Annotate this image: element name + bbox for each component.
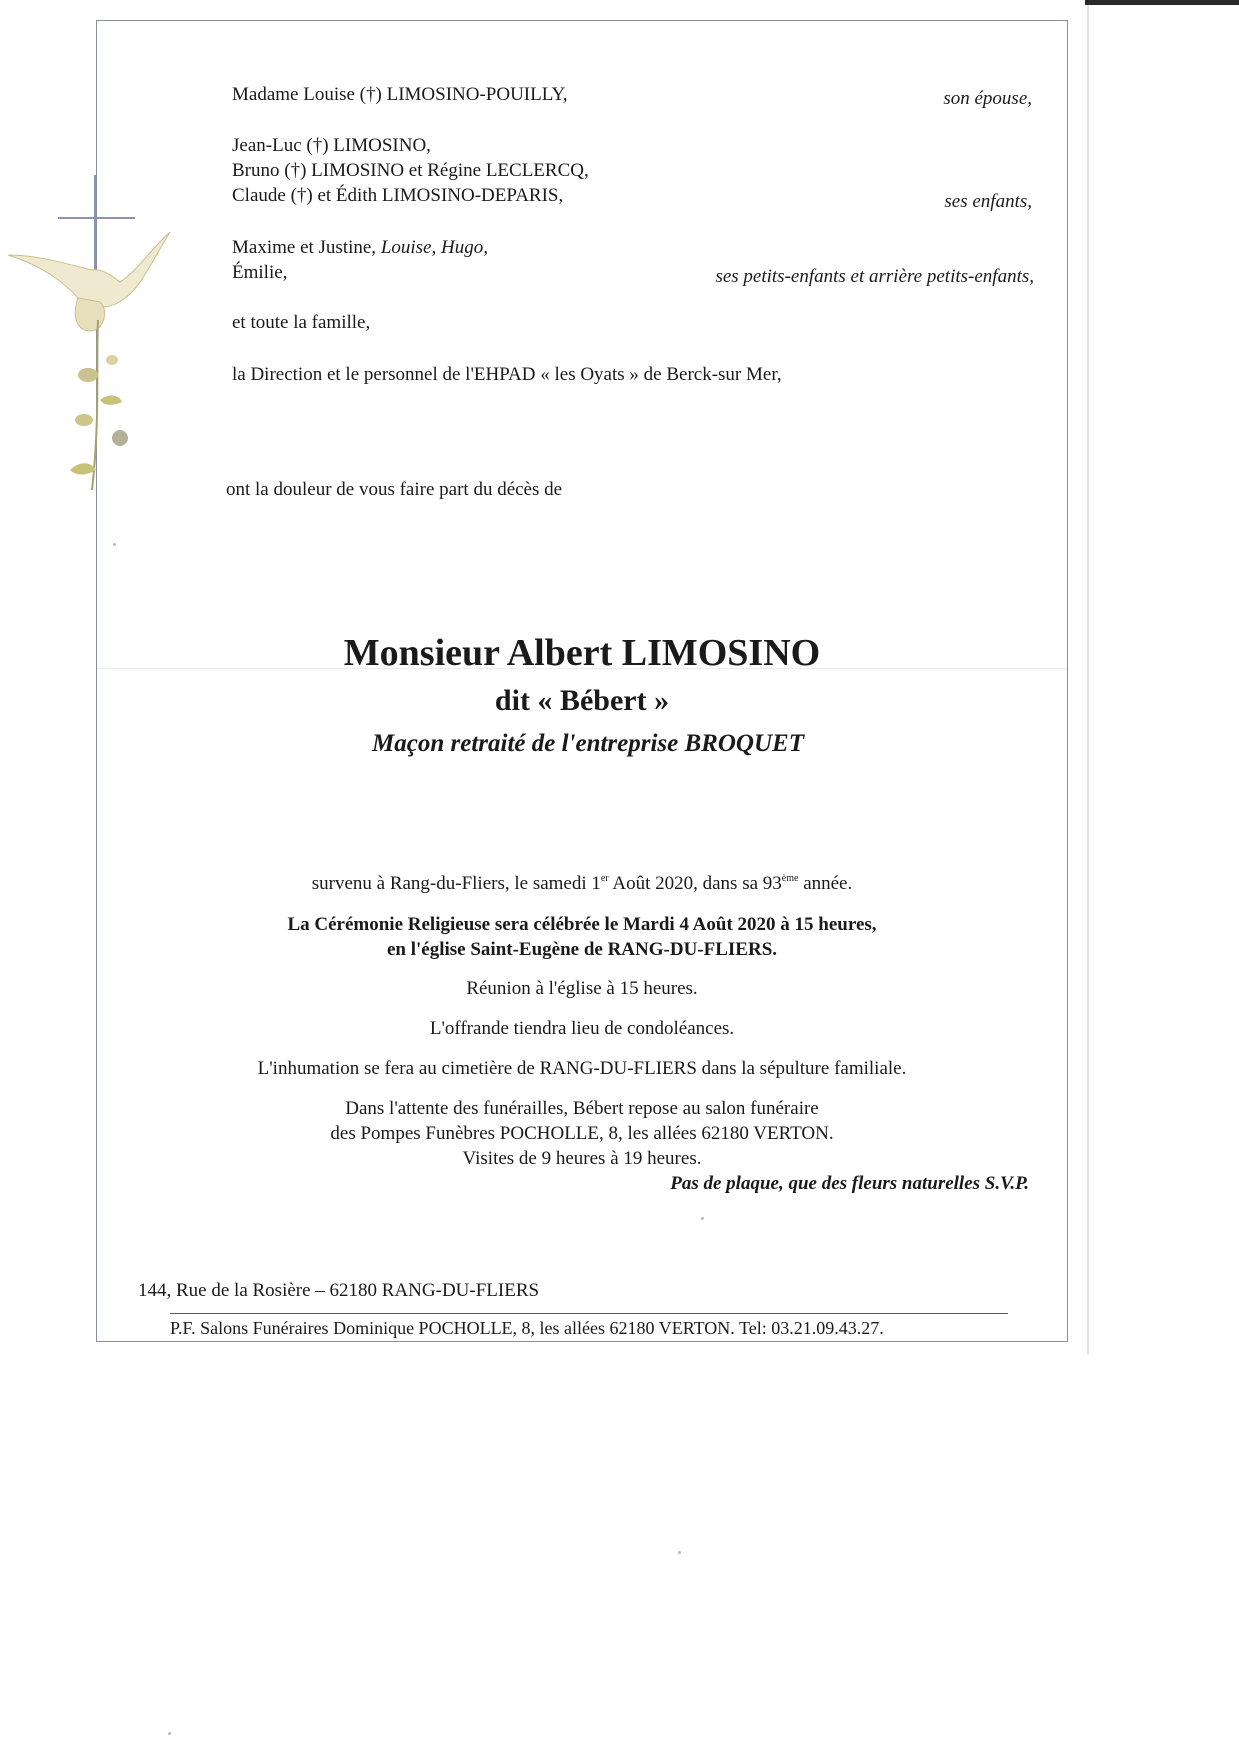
deceased-occupation: Maçon retraité de l'entreprise BROQUET [372, 730, 804, 757]
ceremony-line-1: La Cérémonie Religieuse sera célébrée le Mardi 4 Août 2020 à 15 heures, [287, 914, 877, 935]
wife-name: Madame Louise (†) LIMOSINO-POUILLY, [232, 84, 568, 105]
wife-role: son épouse, [943, 88, 1032, 109]
grandchildren-line-2: Émilie, [232, 262, 288, 283]
offering-line: L'offrande tiendra lieu de condoléances. [429, 1018, 735, 1039]
rest-place-line-1: Dans l'attente des funérailles, Bébert repose au salon funéraire [345, 1098, 819, 1119]
scan-edge [1087, 0, 1089, 1355]
scan-speck [168, 1732, 171, 1735]
family-rest: et toute la famille, [232, 312, 371, 333]
scan-bar [1085, 0, 1239, 5]
child-line-1: Jean-Luc (†) LIMOSINO, [232, 135, 431, 156]
child-line-2: Bruno (†) LIMOSINO et Régine LECLERCQ, [232, 160, 589, 181]
scan-speck [113, 543, 116, 546]
ehpad-line: la Direction et le personnel de l'EHPAD « les Oyats » de Berck-sur Mer, [232, 364, 782, 385]
children-role: ses enfants, [944, 191, 1032, 212]
rest-place-line-3: Visites de 9 heures à 19 heures. [462, 1148, 702, 1169]
scan-speck [678, 1551, 681, 1554]
cross-dove-icon [0, 170, 180, 510]
address: 144, Rue de la Rosière – 62180 RANG-DU-FLIERS [138, 1280, 540, 1301]
grandchildren-line-1: Maxime et Justine, Louise, Hugo, [232, 237, 488, 258]
announcement: ont la douleur de vous faire part du décès de [226, 479, 563, 500]
deceased-name: Monsieur Albert LIMOSINO [343, 632, 821, 674]
flowers-note: Pas de plaque, que des fleurs naturelles S.V.P. [670, 1173, 1029, 1194]
child-line-3: Claude (†) et Édith LIMOSINO-DEPARIS, [232, 185, 564, 206]
funeral-home: P.F. Salons Funéraires Dominique POCHOLLE, 8, les allées 62180 VERTON. Tel: 03.21.09.43.27. [170, 1318, 884, 1338]
meeting-line: Réunion à l'église à 15 heures. [466, 978, 698, 999]
burial-line: L'inhumation se fera au cimetière de RANG-DU-FLIERS dans la sépulture familiale. [257, 1058, 907, 1079]
grandchildren-role: ses petits-enfants et arrière petits-enfants, [715, 266, 1034, 287]
scan-speck [701, 1217, 704, 1220]
footer-divider [170, 1313, 1008, 1314]
death-details: survenu à Rang-du-Fliers, le samedi 1er Août 2020, dans sa 93ème année. [311, 873, 853, 894]
deceased-nickname: dit « Bébert » [494, 684, 670, 717]
rest-place-line-2: des Pompes Funèbres POCHOLLE, 8, les allées 62180 VERTON. [330, 1123, 834, 1144]
ceremony-line-2: en l'église Saint-Eugène de RANG-DU-FLIERS. [386, 939, 778, 960]
